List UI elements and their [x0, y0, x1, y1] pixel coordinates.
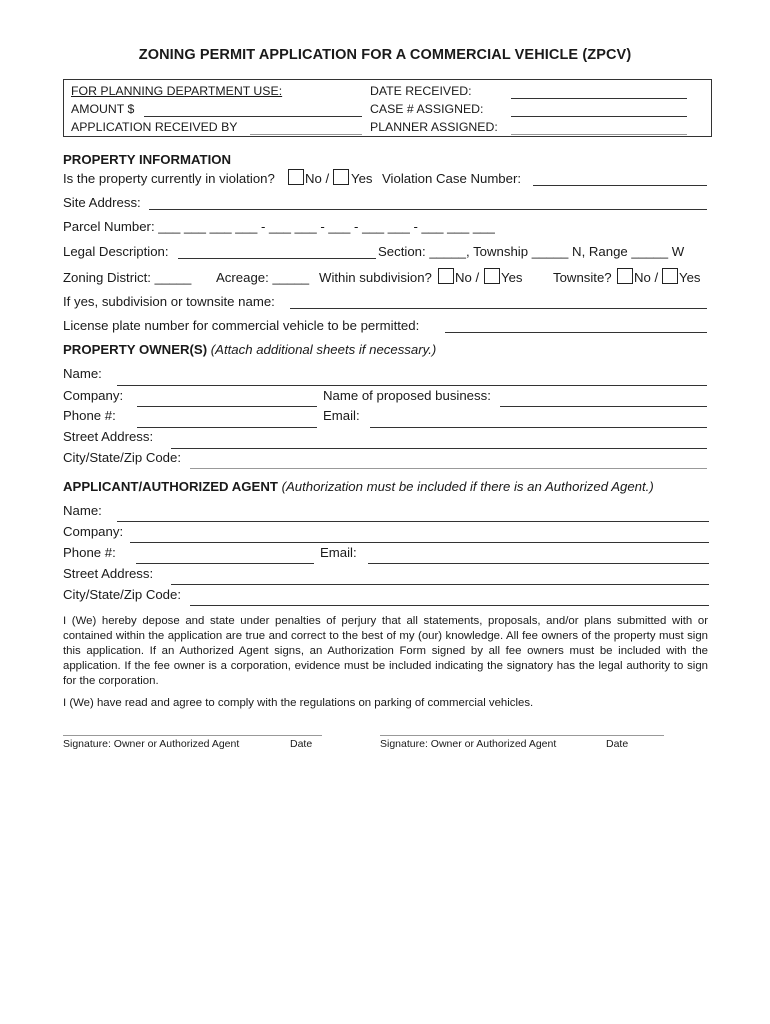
case-assigned-label: CASE # ASSIGNED: — [370, 102, 484, 116]
received-by-field[interactable] — [250, 134, 362, 135]
agent-email-field[interactable] — [368, 563, 709, 564]
license-plate-label: License plate number for commercial vehicle to be permitted: — [63, 318, 420, 333]
signature-right-line[interactable] — [380, 735, 664, 736]
signature-left-label: Signature: Owner or Authorized Agent — [63, 738, 240, 750]
agreement-text: I (We) have read and agree to comply with the regulations on parking of commercial vehicles. — [63, 697, 534, 709]
agent-city-label: City/State/Zip Code: — [63, 587, 182, 602]
violation-yes-checkbox[interactable] — [333, 169, 349, 185]
owner-company-field[interactable] — [137, 406, 317, 407]
agent-heading-row — [63, 479, 654, 494]
signature-right-label: Signature: Owner or Authorized Agent — [380, 738, 557, 750]
legal-description-field[interactable] — [178, 258, 376, 259]
violation-no-label: No / — [305, 171, 330, 186]
agent-phone-label: Phone #: — [63, 545, 116, 560]
violation-question: Is the property currently in violation? — [63, 171, 275, 186]
amount-label: AMOUNT $ — [71, 102, 135, 116]
form-title: ZONING PERMIT APPLICATION FOR A COMMERCIAL VEHICLE (ZPCV) — [138, 47, 632, 63]
business-name-field[interactable] — [500, 406, 707, 407]
parcel-number-field[interactable]: Parcel Number: ___ ___ ___ ___ - ___ ___ - ___ - ___ ___ - ___ ___ ___ — [63, 219, 495, 234]
declaration-text: I (We) hereby depose and state under penalties of perjury that all statements, proposals, and/or plans submitted with or contained within the application are true and correct to the best of my (our) knowledge. All fee owners of the property must sign this application. If an Authorized Agent signs, an Authorization Form signed by all fee owners must be included with the application. If the fee owner is a corporation, evidence must be included indicating the signatory has the legal authority to sign for the corporation. — [63, 615, 708, 687]
legal-description-label: Legal Description: — [63, 244, 169, 259]
business-name-label: Name of proposed business: — [323, 388, 491, 403]
townsite-no-label: No / — [634, 270, 659, 285]
site-address-field[interactable] — [149, 209, 707, 210]
within-subdivision-label: Within subdivision? — [319, 270, 432, 285]
agent-city-field[interactable] — [190, 605, 709, 606]
owner-heading-row — [63, 342, 436, 357]
townsite-label: Townsite? — [553, 270, 612, 285]
planning-department-box — [63, 79, 712, 137]
office-heading: FOR PLANNING DEPARTMENT USE: — [71, 84, 283, 98]
owner-phone-label: Phone #: — [63, 408, 116, 423]
townsite-yes-label: Yes — [679, 270, 701, 285]
owner-street-label: Street Address: — [63, 429, 154, 444]
owner-note: (Attach additional sheets if necessary.) — [210, 342, 437, 357]
owner-company-label: Company: — [63, 388, 124, 403]
date-received-label: DATE RECEIVED: — [370, 84, 472, 98]
owner-email-field[interactable] — [370, 427, 707, 428]
owner-name-label: Name: — [63, 366, 102, 381]
subdivision-yes-checkbox[interactable] — [484, 268, 500, 284]
agent-street-label: Street Address: — [63, 566, 154, 581]
owner-heading: PROPERTY OWNER(S) — [63, 342, 208, 357]
agent-street-field[interactable] — [171, 584, 709, 585]
owner-email-label: Email: — [323, 408, 360, 423]
agent-phone-field[interactable] — [136, 563, 314, 564]
agent-email-label: Email: — [320, 545, 357, 560]
property-heading: PROPERTY INFORMATION — [63, 152, 232, 167]
agent-company-field[interactable] — [130, 542, 709, 543]
subdivision-no-label: No / — [455, 270, 480, 285]
owner-city-label: City/State/Zip Code: — [63, 450, 182, 465]
site-address-label: Site Address: — [63, 195, 141, 210]
section-township-range[interactable]: Section: _____, Township _____ N, Range _____ W — [378, 244, 685, 259]
planner-assigned-label: PLANNER ASSIGNED: — [370, 120, 498, 134]
owner-city-field[interactable] — [190, 468, 707, 469]
planner-assigned-field[interactable] — [511, 134, 687, 135]
agent-name-field[interactable] — [117, 521, 709, 522]
violation-case-label: Violation Case Number: — [382, 171, 522, 186]
agent-note: (Authorization must be included if there is an Authorized Agent.) — [281, 479, 654, 494]
license-plate-field[interactable] — [445, 332, 707, 333]
acreage-field[interactable]: Acreage: _____ — [216, 270, 310, 285]
subdivision-no-checkbox[interactable] — [438, 268, 454, 284]
violation-no-checkbox[interactable] — [288, 169, 304, 185]
subdivision-yes-label: Yes — [501, 270, 523, 285]
violation-case-field[interactable] — [533, 185, 707, 186]
owner-street-field[interactable] — [171, 448, 707, 449]
townsite-yes-checkbox[interactable] — [662, 268, 678, 284]
owner-phone-field[interactable] — [137, 427, 317, 428]
violation-yes-label: Yes — [351, 171, 373, 186]
amount-field[interactable] — [144, 116, 362, 117]
subdivision-name-label: If yes, subdivision or townsite name: — [63, 294, 275, 309]
date-received-field[interactable] — [511, 98, 687, 99]
subdivision-name-field[interactable] — [290, 308, 707, 309]
received-by-label: APPLICATION RECEIVED BY — [71, 120, 238, 134]
signature-left-date-label: Date — [290, 738, 313, 750]
owner-name-field[interactable] — [117, 385, 707, 386]
signature-left-line[interactable] — [63, 735, 322, 736]
townsite-no-checkbox[interactable] — [617, 268, 633, 284]
agent-name-label: Name: — [63, 503, 102, 518]
agent-company-label: Company: — [63, 524, 124, 539]
case-assigned-field[interactable] — [511, 116, 687, 117]
signature-right-date-label: Date — [606, 738, 629, 750]
agent-heading: APPLICANT/AUTHORIZED AGENT — [63, 479, 278, 494]
zoning-district-field[interactable]: Zoning District: _____ — [63, 270, 192, 285]
